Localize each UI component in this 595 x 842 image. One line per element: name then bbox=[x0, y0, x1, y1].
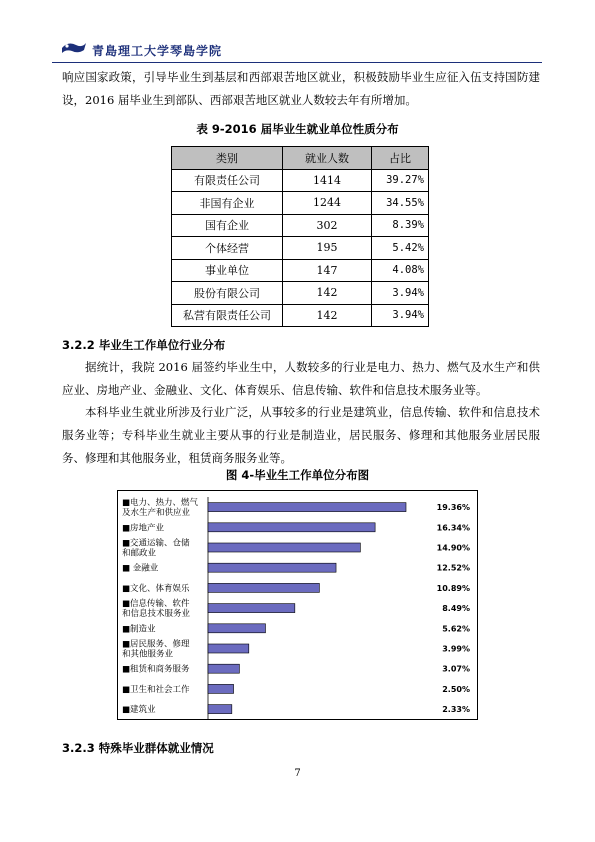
cell-category: 个体经营 bbox=[172, 237, 283, 260]
employment-type-table bbox=[171, 146, 429, 327]
chart-caption: 图 4-毕业生工作单位分布图 bbox=[225, 468, 370, 482]
category-label: ■电力、热力、燃气及水生产和供应业 bbox=[122, 498, 199, 519]
value-label: 10.89% bbox=[436, 583, 470, 593]
cell-count: 142 bbox=[283, 304, 372, 327]
cell-count: 1244 bbox=[283, 192, 372, 215]
table-row bbox=[172, 169, 429, 192]
category-label: ■ 金融业 bbox=[122, 563, 159, 574]
cell-count: 1414 bbox=[283, 169, 372, 192]
school-logo-icon bbox=[60, 40, 88, 56]
cell-ratio: 3.94% bbox=[372, 282, 429, 305]
bar bbox=[208, 604, 295, 613]
category-label: ■交通运输、仓储和邮政业 bbox=[122, 538, 190, 559]
section-322-paragraph-1: 据统计，我院 2016 届签约毕业生中，人数较多的行业是电力、热力、燃气及水生产和供应业、房地产业、金融业、文化、体育娱乐、信息传输、软件和信息技术服务业等。 bbox=[62, 360, 540, 397]
column-header-category: 类别 bbox=[172, 147, 283, 170]
category-label: ■房地产业 bbox=[122, 523, 165, 534]
bar bbox=[208, 523, 375, 532]
section-322-paragraph-2: 本科毕业生就业所涉及行业广泛，从事较多的行业是建筑业，信息传输、软件和信息技术服务业等；专科毕业生就业主要从事的行业是制造业，居民服务、修理和其他服务业居民服务、修理和其他服务业，租赁商务服务业等。 bbox=[62, 405, 540, 465]
bar bbox=[208, 583, 319, 592]
category-label: ■建筑业 bbox=[122, 705, 156, 716]
cell-ratio: 34.55% bbox=[372, 192, 429, 215]
bar bbox=[208, 644, 249, 653]
value-label: 14.90% bbox=[436, 543, 470, 553]
value-label: 19.36% bbox=[436, 503, 470, 513]
cell-ratio: 5.42% bbox=[372, 237, 429, 260]
table-row bbox=[172, 192, 429, 215]
cell-count: 147 bbox=[283, 259, 372, 282]
value-label: 2.33% bbox=[442, 705, 470, 715]
table-row bbox=[172, 282, 429, 305]
industry-distribution-chart bbox=[117, 490, 478, 720]
table-caption: 表 9-2016 届毕业生就业单位性质分布 bbox=[196, 122, 399, 136]
category-label: ■信息传输、软件和信息技术服务业 bbox=[122, 599, 191, 620]
value-label: 5.62% bbox=[442, 624, 470, 634]
cell-ratio: 3.94% bbox=[372, 304, 429, 327]
bar bbox=[208, 705, 232, 714]
bar bbox=[208, 624, 265, 633]
cell-ratio: 4.08% bbox=[372, 259, 429, 282]
value-label: 3.07% bbox=[442, 664, 470, 674]
intro-paragraph: 响应国家政策，引导毕业生到基层和西部艰苦地区就业，积极鼓励毕业生应征入伍支持国防建设，2016 届毕业生到部队、西部艰苦地区就业人数较去年有所增加。 bbox=[62, 70, 540, 107]
cell-ratio: 39.27% bbox=[372, 169, 429, 192]
value-label: 3.99% bbox=[442, 644, 470, 654]
table-row bbox=[172, 259, 429, 282]
header-title: 青島理工大学琴島学院 bbox=[92, 44, 223, 58]
bar bbox=[208, 503, 406, 512]
cell-category: 私营有限责任公司 bbox=[172, 304, 283, 327]
section-heading-322: 3.2.2 毕业生工作单位行业分布 bbox=[62, 338, 226, 352]
bar-chart-svg bbox=[118, 491, 477, 719]
section-heading-323: 3.2.3 特殊毕业群体就业情况 bbox=[62, 741, 214, 755]
cell-category: 事业单位 bbox=[172, 259, 283, 282]
bar bbox=[208, 563, 336, 572]
category-label: ■文化、体育娱乐 bbox=[122, 583, 190, 594]
bar bbox=[208, 543, 360, 552]
category-label: ■制造业 bbox=[122, 624, 156, 635]
cell-count: 142 bbox=[283, 282, 372, 305]
value-label: 16.34% bbox=[436, 523, 470, 533]
cell-ratio: 8.39% bbox=[372, 214, 429, 237]
table-row bbox=[172, 237, 429, 260]
table-row bbox=[172, 214, 429, 237]
value-label: 2.50% bbox=[442, 684, 470, 694]
cell-category: 股份有限公司 bbox=[172, 282, 283, 305]
bar bbox=[208, 684, 234, 693]
category-label: ■卫生和社会工作 bbox=[122, 684, 190, 695]
category-label: ■租赁和商务服务 bbox=[122, 664, 190, 675]
value-label: 12.52% bbox=[436, 563, 470, 573]
table-row bbox=[172, 304, 429, 327]
column-header-ratio: 占比 bbox=[372, 147, 429, 170]
table-header-row bbox=[172, 147, 429, 170]
cell-category: 国有企业 bbox=[172, 214, 283, 237]
cell-count: 302 bbox=[283, 214, 372, 237]
cell-category: 有限责任公司 bbox=[172, 169, 283, 192]
cell-count: 195 bbox=[283, 237, 372, 260]
value-label: 8.49% bbox=[442, 604, 470, 614]
bar bbox=[208, 664, 239, 673]
cell-category: 非国有企业 bbox=[172, 192, 283, 215]
column-header-count: 就业人数 bbox=[283, 147, 372, 170]
category-label: ■居民服务、修理和其他服务业 bbox=[122, 639, 190, 660]
page-number: 7 bbox=[294, 768, 301, 779]
page-header bbox=[52, 36, 542, 63]
